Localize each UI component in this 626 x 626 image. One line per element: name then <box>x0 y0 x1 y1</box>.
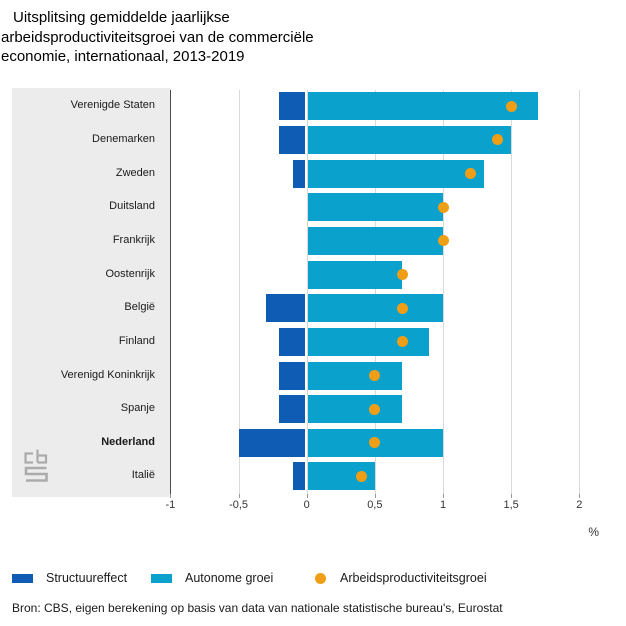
structuureffect-bar <box>279 92 304 120</box>
axis-tick-label: 1 <box>439 499 447 511</box>
legend-label: Autonome groei <box>185 571 274 585</box>
chart-title <box>1 8 431 67</box>
axis-tick <box>579 494 580 498</box>
structuureffect-bar <box>279 362 304 390</box>
axis-tick-label: 0 <box>303 499 310 511</box>
arbeidsproductiviteitsgroei-dot <box>397 336 408 347</box>
category-label: Oostenrijk <box>105 267 155 280</box>
category-label: België <box>124 301 155 314</box>
autonome-groei-bar <box>308 294 443 322</box>
autonome-groei-bar <box>308 227 443 255</box>
axis-tick <box>170 494 171 498</box>
axis-unit-label: % <box>588 525 599 539</box>
legend-label: Structuureffect <box>46 571 128 585</box>
legend-label: Arbeidsproductiviteitsgroei <box>340 571 487 585</box>
source-note: Bron: CBS, eigen berekening op basis van data van nationale statistische bureau's, Eurostat <box>12 601 503 615</box>
structuureffect-bar <box>293 462 305 490</box>
arbeidsproductiviteitsgroei-dot <box>506 101 517 112</box>
autonome-groei-bar <box>308 193 443 221</box>
autonome-groei-bar <box>308 92 538 120</box>
autonome-groei-bar <box>308 126 511 154</box>
arbeidsproductiviteitsgroei-dot <box>356 471 367 482</box>
autonome-groei-bar <box>308 362 402 390</box>
axis-tick <box>443 494 444 498</box>
structuureffect-bar <box>293 160 305 188</box>
category-label: Verenigde Staten <box>70 99 155 112</box>
chart-title-line-1: Uitsplitsing gemiddelde jaarlijkse <box>13 9 230 26</box>
autonome-groei-bar <box>308 261 402 289</box>
bar-chart <box>0 88 626 558</box>
category-label: Denemarken <box>92 132 155 145</box>
category-label: Italië <box>131 469 155 482</box>
legend-item-structuureffect <box>12 566 127 590</box>
category-label: Zweden <box>115 166 155 179</box>
arbeidsproductiviteitsgroei-dot-icon <box>315 573 326 584</box>
axis-tick <box>239 494 240 498</box>
arbeidsproductiviteitsgroei-dot <box>438 235 449 246</box>
gridline <box>579 90 580 494</box>
gridline <box>511 90 512 494</box>
autonome-groei-bar <box>308 395 402 423</box>
axis-tick <box>307 494 308 498</box>
structuureffect-bar <box>279 395 304 423</box>
autonome-groei-bar <box>308 160 484 188</box>
category-label: Nederland <box>101 435 155 448</box>
arbeidsproductiviteitsgroei-dot <box>369 404 380 415</box>
y-axis-line <box>170 90 171 494</box>
autonome-groei-bar <box>308 328 429 356</box>
axis-tick-label: -1 <box>165 499 176 511</box>
structuureffect-swatch-icon <box>12 574 33 583</box>
structuureffect-bar <box>239 429 305 457</box>
axis-tick <box>511 494 512 498</box>
legend-item-arbeidsproductiviteitsgroei <box>315 566 487 590</box>
chart-title-line-3: economie, internationaal, 2013-2019 <box>1 48 245 65</box>
category-label: Finland <box>118 334 155 347</box>
category-label: Duitsland <box>109 200 155 213</box>
chart-title-line-2: arbeidsproductiviteitsgroei van de commerciële <box>1 28 314 46</box>
arbeidsproductiviteitsgroei-dot <box>397 269 408 280</box>
category-label: Frankrijk <box>112 233 155 246</box>
axis-tick-label: 1,5 <box>503 499 519 511</box>
legend-item-autonome-groei <box>151 566 273 590</box>
arbeidsproductiviteitsgroei-dot <box>438 202 449 213</box>
autonome-groei-swatch-icon <box>151 574 172 583</box>
structuureffect-bar <box>279 126 304 154</box>
category-label: Verenigd Koninkrijk <box>60 368 155 381</box>
axis-tick-label: 2 <box>576 499 583 511</box>
legend <box>0 566 626 590</box>
structuureffect-bar <box>279 328 304 356</box>
axis-tick-label: 0,5 <box>367 499 383 511</box>
axis-tick-label: -0,5 <box>229 499 249 511</box>
arbeidsproductiviteitsgroei-dot <box>397 303 408 314</box>
arbeidsproductiviteitsgroei-dot <box>465 168 476 179</box>
axis-tick <box>375 494 376 498</box>
category-label: Spanje <box>120 402 155 415</box>
structuureffect-bar <box>266 294 305 322</box>
